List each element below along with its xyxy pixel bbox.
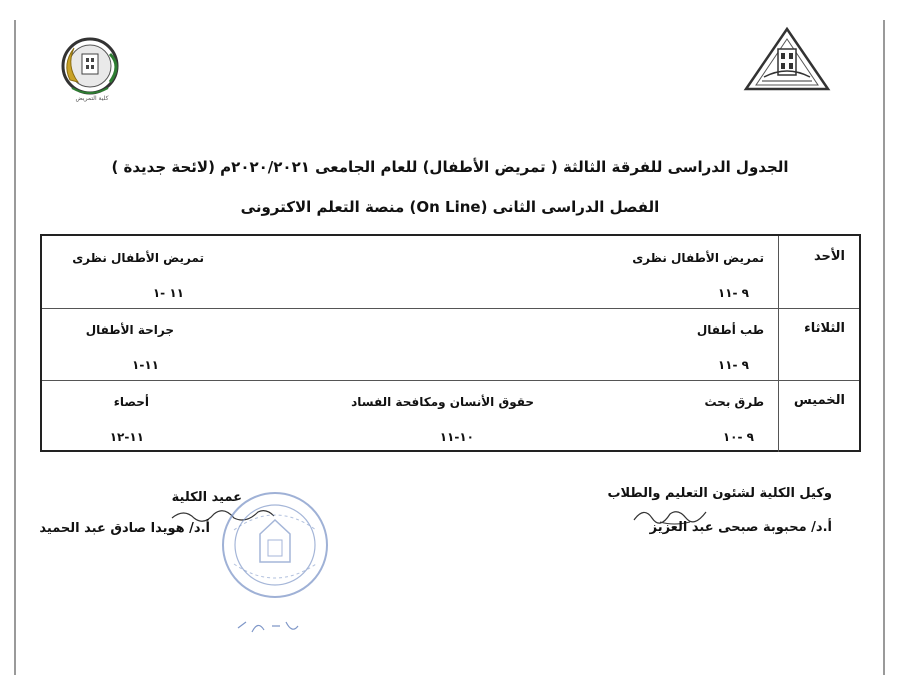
subject-label: تمريض الأطفال نظرى — [72, 251, 204, 265]
vice-dean-title: وكيل الكلية لشئون التعليم والطلاب — [607, 486, 832, 501]
schedule-table — [40, 234, 861, 452]
schedule-subtitle: الفصل الدراسى الثانى (On Line) منصة التعلم الاكترونى — [240, 198, 660, 216]
subject-label: طرق بحث — [704, 395, 764, 409]
table-row — [42, 236, 859, 309]
subject-label: جراحة الأطفال — [85, 323, 174, 337]
time-slot: ١١-١٢ — [109, 430, 144, 444]
scan-edge-right — [883, 20, 885, 675]
time-slot: ٩ -١١ — [717, 358, 749, 372]
day-cell — [778, 308, 859, 380]
table-row — [42, 308, 859, 381]
subject-label: حقوق الأنسان ومكافحة الفساد — [351, 395, 534, 409]
day-cell — [778, 380, 859, 452]
schedule-title: الجدول الدراسى للفرقة الثالثة ( تمريض الأطفال) للعام الجامعى ٢٠٢٠/٢٠٢١م (لائحة جديدة ) — [111, 158, 789, 176]
scan-edge-left — [14, 20, 16, 675]
day-label: الثلاثاء — [804, 321, 845, 336]
dean-name: أ.د/ هويدا صادق عبد الحميد — [39, 521, 210, 536]
day-cell — [778, 236, 859, 308]
logo-caption: كلية التمريض — [75, 95, 109, 102]
stamp-date-scribble — [232, 614, 302, 640]
time-slot: ٩ -١٠ — [722, 430, 754, 444]
university-logo — [742, 25, 832, 95]
vice-dean-name: أ.د/ محبوبة صبحى عبد العزيز — [649, 520, 832, 535]
time-slot: ١١-١ — [132, 358, 159, 372]
subject-label: تمريض الأطفال نظرى — [632, 251, 764, 265]
table-row — [42, 380, 859, 452]
official-stamp — [216, 490, 334, 600]
time-slot: ١١ -١ — [152, 286, 184, 300]
day-label: الأحد — [813, 249, 845, 264]
time-slot: ٩ -١١ — [717, 286, 749, 300]
subject-label: طب أطفال — [696, 323, 764, 337]
dean-title: عميد الكلية — [171, 490, 242, 505]
day-label: الخميس — [793, 393, 845, 408]
time-slot: ١٠-١١ — [439, 430, 474, 444]
subject-label: أحصاء — [113, 395, 149, 409]
